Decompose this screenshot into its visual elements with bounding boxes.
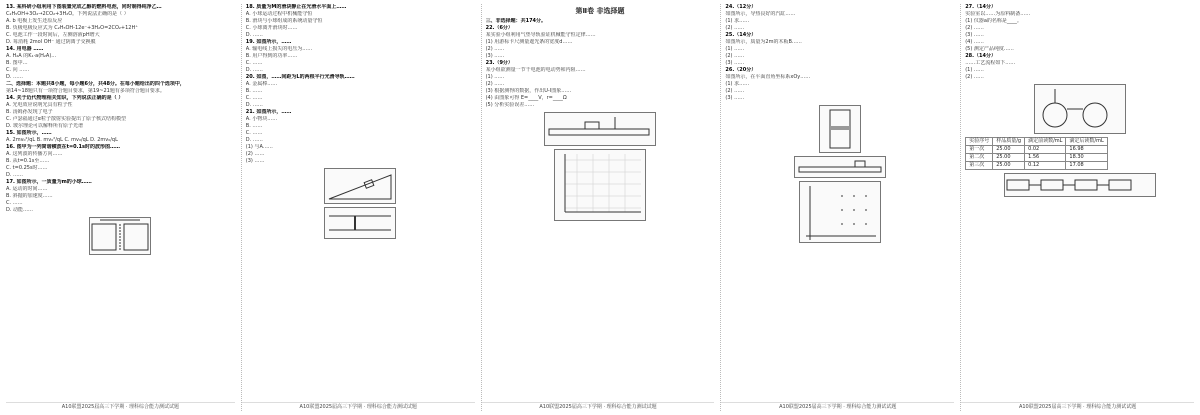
question-line: D. 每消耗 2mol OH⁻ 通过阴离子交换膜 — [6, 39, 96, 45]
column-4-text — [725, 4, 954, 102]
question-line: 14. 关于近代物理相关知识，下列说法正确的是（ ） — [6, 95, 124, 101]
process-flow-figure — [1004, 173, 1156, 197]
column-5 — [960, 4, 1194, 411]
table-cell: 1.56 — [1025, 154, 1066, 162]
table-header-cell: 滴定后读数/mL — [1066, 138, 1107, 146]
question-line: 26.（20分） — [725, 67, 757, 73]
column-4 — [720, 4, 954, 411]
question-line: A. 小球运动过程中机械能守恒 — [245, 11, 313, 17]
question-line: B. 负极电极反应式为 C₂H₅OH-12e⁻+3H₂O=2CO₂+12H⁺ — [6, 25, 138, 31]
question-line: 某小组欲测量一节干电池的电动势和内阻…… — [485, 67, 586, 73]
question-line: 16. 图甲为一列简谐横波在t=0.1s时的波形图…… — [6, 144, 121, 150]
question-line: C. …… — [245, 130, 263, 136]
question-line: (2) …… — [965, 74, 984, 80]
question-line: (3) …… — [725, 60, 745, 66]
question-line: A. 运动的时间…… — [6, 186, 48, 192]
question-line: 第14~18题只有一项符合题目要求，第19~21题有多项符合题目要求。 — [6, 88, 165, 94]
question-line: 27.（14分） — [965, 4, 997, 10]
table-row — [966, 146, 1108, 154]
question-line: 23.（9分） — [485, 60, 513, 66]
cylinder-figure — [819, 105, 861, 153]
question-line: 实验室以……为原料制备…… — [965, 11, 1031, 17]
table-row — [966, 162, 1108, 170]
table-cell: 第三次 — [966, 162, 993, 170]
titration-table — [965, 137, 1108, 170]
question-line: (2) …… — [485, 81, 505, 87]
column-3-text — [486, 25, 715, 109]
question-line: 19. 如图所示，…… — [245, 39, 292, 45]
question-line: (5) 测定产品纯度…… — [965, 46, 1014, 52]
question-line: (4) 由图象可得 E=____V，r=____Ω — [485, 95, 567, 101]
question-line: C. …… — [245, 95, 263, 101]
question-line: B. 用户得到的功率…… — [245, 53, 298, 59]
table-cell: 16.98 — [1066, 146, 1107, 154]
question-line: (3) …… — [245, 158, 265, 164]
column-3 — [481, 4, 715, 411]
table-cell: 0.02 — [1025, 146, 1066, 154]
page-footer-1: A10联盟2025届高三下学期 · 理科综合能力测试试题 — [6, 402, 235, 411]
question-line: A. 金属棒…… — [245, 81, 278, 87]
ui-graph-figure — [554, 149, 646, 221]
question-line: B. …… — [245, 88, 263, 94]
question-line: C. 小球离开滑块时…… — [245, 25, 298, 31]
table-header-cell: 实验序号 — [966, 138, 993, 146]
question-line: (5) 分析实验误差…… — [485, 102, 535, 108]
question-line: B. 汤姆孙发现了电子 — [6, 109, 53, 115]
question-line: B. 滑块与小球组成的系统动量守恒 — [245, 18, 323, 24]
incline-figure — [324, 168, 396, 204]
section-subtitle: 三、非选择题：共174分。 — [485, 18, 547, 24]
table-header-cell: 样品质量/g — [993, 138, 1025, 146]
question-line: B. 从t=0.1s至…… — [6, 158, 50, 164]
question-line: B. …… — [245, 123, 263, 129]
question-line: D. …… — [245, 102, 263, 108]
question-line: 25.（14分） — [725, 32, 757, 38]
question-line: C. 卢瑟福通过α粒子散射实验提出了原子核式结构模型 — [6, 116, 126, 122]
question-line: (2) …… — [725, 53, 745, 59]
question-line: 14. 用电器 …… — [6, 46, 44, 52]
question-line: (1) 求…… — [725, 81, 750, 87]
question-line: B. 图中… — [6, 60, 28, 66]
question-line: 18. 质量为M的滑块静止在光滑水平面上…… — [245, 4, 347, 10]
question-line: 如图所示，在平面直角坐标系xOy…… — [725, 74, 811, 80]
question-line: (1) …… — [725, 46, 745, 52]
question-line: (1) 用游标卡尺测量遮光条的宽度d…… — [485, 39, 573, 45]
column-1 — [6, 4, 235, 411]
table-cell: 25.00 — [993, 154, 1025, 162]
question-line: (1) …… — [965, 67, 984, 73]
question-line: 22.（6分） — [485, 25, 513, 31]
column-2-text — [246, 4, 475, 165]
page-footer-4: A10联盟2025届高三下学期 · 理科综合能力测试试题 — [721, 402, 954, 411]
question-line: (2) …… — [725, 25, 745, 31]
question-line: (2) …… — [725, 88, 745, 94]
question-line: C. 向 …… — [6, 67, 30, 73]
table-cell: 25.00 — [993, 146, 1025, 154]
question-line: C₂H₅OH+3O₂→2CO₂+3H₂O。下列说法正确的是（ ） — [6, 11, 129, 17]
question-line: C. t=0.25s时…… — [6, 165, 48, 171]
question-line: (2) …… — [485, 46, 505, 52]
section-title: 第Ⅱ卷 非选择题 — [575, 7, 625, 15]
rail-figure — [324, 207, 396, 239]
table-cell: 18.30 — [1066, 154, 1107, 162]
question-line: 24.（12分） — [725, 4, 757, 10]
question-line: (4) …… — [965, 39, 984, 45]
column-5-text — [965, 4, 1194, 81]
question-line: (3) …… — [485, 53, 505, 59]
question-line: A. 光电效应说明光具有粒子性 — [6, 102, 73, 108]
question-line: D. 玻尔理论可以解释所有原子光谱 — [6, 123, 84, 129]
question-line: (2) …… — [245, 151, 265, 157]
question-line: 某实验小组利用气垫导轨验证机械能守恒定律…… — [485, 32, 596, 38]
question-line: D. …… — [245, 137, 263, 143]
question-line: D. …… — [245, 67, 263, 73]
question-line: 二、选择题：本题共8小题，每小题6分，共48分。在每小题给出的四个选项中， — [6, 81, 185, 87]
question-line: D. 动能…… — [6, 207, 34, 213]
question-line: 如图所示，导热良好的汽缸…… — [725, 11, 796, 17]
table-cell: 0.12 — [1025, 162, 1066, 170]
electrolysis-figure — [89, 217, 151, 255]
question-line: 17. 如图所示，一质量为m的小球…… — [6, 179, 92, 185]
question-line: B. 斜抛的加速度…… — [6, 193, 53, 199]
table-cell: 第一次 — [966, 146, 993, 154]
question-line: (3) …… — [725, 95, 745, 101]
question-line: (2) …… — [965, 25, 984, 31]
table-header-cell: 滴定前读数/mL — [1025, 138, 1066, 146]
page-footer-2: A10联盟2025届高三下学期 · 理科综合能力测试试题 — [242, 402, 475, 411]
question-line: (1) 仪器a的名称是____。 — [965, 18, 1022, 24]
question-line: (1) 求…… — [725, 18, 750, 24]
question-line: D. …… — [6, 172, 24, 178]
table-cell: 25.00 — [993, 162, 1025, 170]
question-line: A. 输电线上损失的电压为…… — [245, 46, 313, 52]
question-line: 如图所示，质量为2m的木板B…… — [725, 39, 802, 45]
question-line: C. …… — [245, 60, 263, 66]
field-figure — [799, 181, 881, 243]
question-line: (3) …… — [965, 32, 984, 38]
question-line: 21. 如图所示，…… — [245, 109, 292, 115]
question-line: D. …… — [245, 32, 263, 38]
question-line: ……工艺流程如下…… — [965, 60, 1016, 66]
apparatus-figure — [1034, 84, 1126, 134]
question-line: D. …… — [6, 74, 24, 80]
question-line: (1) 与A…… — [245, 144, 273, 150]
question-line: 15. 如图所示，…… — [6, 130, 52, 136]
table-cell: 17.08 — [1066, 162, 1107, 170]
question-line: (1) …… — [485, 74, 505, 80]
table-row — [966, 154, 1108, 162]
column-1-text — [6, 4, 235, 214]
question-line: A. 这列波的传播方向…… — [6, 151, 63, 157]
air-track-figure — [544, 112, 656, 146]
question-line: A. 小物块…… — [245, 116, 278, 122]
board-figure — [794, 156, 886, 178]
question-line: 20. 如图，……间距为L的两根平行光滑导轨…… — [245, 74, 355, 80]
question-line: C. …… — [6, 200, 23, 206]
question-line: C. 电池工作一段时间后，左侧溶液pH增大 — [6, 32, 100, 38]
question-line: A. b 电极上发生还原反应 — [6, 18, 63, 24]
question-line: (3) 根据测得的数据，作出U-I图象…… — [485, 88, 572, 94]
column-2 — [241, 4, 475, 411]
question-line: A. H₂A 的K₁·a(H₂A)… — [6, 53, 57, 59]
table-cell: 第二次 — [966, 154, 993, 162]
question-line: 13. 某科研小组利用下图装置完成乙醇的燃料电池，同时制得纯净乙… — [6, 4, 162, 10]
question-line: A. 2mv₀²/qL B. mv₀²/qL C. mv₀/qL D. 2mv₀/qL — [6, 137, 118, 143]
page-footer-3: A10联盟2025届高三下学期 · 理科综合能力测试试题 — [482, 402, 715, 411]
question-line: 28.（14分） — [965, 53, 997, 59]
page-footer-5: A10联盟2025届高三下学期 · 理科综合能力测试试题 — [961, 402, 1194, 411]
